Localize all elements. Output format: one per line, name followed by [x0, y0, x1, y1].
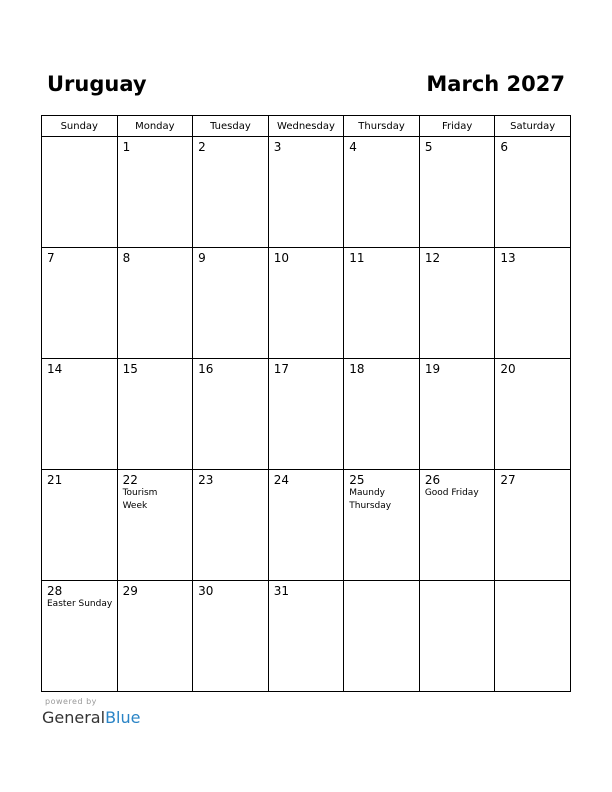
day-cell: [268, 137, 344, 248]
day-number: 13: [500, 251, 516, 265]
day-cell: [495, 470, 571, 581]
day-cell: [117, 581, 193, 692]
day-cell: [344, 248, 420, 359]
day-cell: [42, 581, 118, 692]
day-number: 18: [349, 362, 365, 376]
day-cell: [344, 137, 420, 248]
day-number: 12: [424, 251, 441, 265]
weekday-header: Saturday: [495, 116, 571, 137]
day-cell: [193, 137, 269, 248]
brand-blue-text: Blue: [105, 708, 141, 727]
month-year-title: March 2027: [426, 72, 565, 96]
weekday-header: Thursday: [344, 116, 420, 137]
day-number: [344, 581, 419, 584]
day-cell: [42, 137, 118, 248]
day-number: 21: [47, 473, 63, 487]
day-cell: [419, 581, 495, 692]
day-number: 15: [122, 362, 138, 376]
powered-by-text: powered by: [45, 697, 97, 706]
day-number: 14: [47, 362, 63, 376]
day-number: 9: [198, 251, 206, 265]
day-number: 27: [500, 473, 516, 487]
day-cell: [268, 248, 344, 359]
day-number: 2: [198, 140, 206, 154]
day-cell: [117, 248, 193, 359]
day-number: 19: [424, 362, 441, 376]
day-number: 6: [500, 140, 509, 154]
day-cell: [193, 359, 269, 470]
day-number: 16: [198, 362, 214, 376]
day-cell: [419, 137, 495, 248]
weekday-header: Friday: [419, 116, 495, 137]
day-cell: [117, 470, 193, 581]
day-cell: [344, 359, 420, 470]
day-number: 25: [349, 473, 365, 487]
day-cell: [193, 581, 269, 692]
weekday-header-row: [42, 116, 571, 137]
day-number: 26: [424, 473, 441, 487]
calendar-grid: [41, 115, 571, 692]
day-number: [420, 581, 495, 584]
day-cell: [193, 470, 269, 581]
day-number: 23: [198, 473, 214, 487]
day-cell: [42, 470, 118, 581]
generalblue-logo[interactable]: [42, 708, 140, 728]
country-title: Uruguay: [47, 72, 147, 96]
week-row: [42, 359, 571, 470]
day-number: 22: [122, 473, 138, 487]
day-cell: [495, 581, 571, 692]
day-number: 29: [122, 584, 138, 598]
day-number: 24: [273, 473, 289, 487]
day-cell: [268, 470, 344, 581]
day-number: 1: [122, 140, 131, 154]
day-cell: [495, 359, 571, 470]
day-cell: [42, 359, 118, 470]
day-number: 10: [273, 251, 289, 265]
day-cell: [495, 248, 571, 359]
day-number: 30: [198, 584, 214, 598]
day-number: 20: [500, 362, 516, 376]
weekday-header: Wednesday: [268, 116, 344, 137]
holiday-label: Maundy Thursday: [349, 488, 392, 511]
holiday-label: Good Friday: [424, 488, 479, 498]
day-cell: [117, 359, 193, 470]
day-number: 28: [47, 584, 63, 598]
day-cell: [419, 248, 495, 359]
day-number: 31: [273, 584, 289, 598]
weekday-header: Tuesday: [193, 116, 269, 137]
day-number: 17: [273, 362, 289, 376]
day-cell: [344, 581, 420, 692]
day-number: 7: [47, 251, 55, 265]
day-number: 3: [273, 140, 282, 154]
weekday-header: Sunday: [42, 116, 118, 137]
day-number: [495, 581, 570, 584]
day-number: [42, 137, 117, 140]
week-row: [42, 470, 571, 581]
day-cell: [117, 137, 193, 248]
footer-branding: [42, 697, 140, 728]
day-cell: [495, 137, 571, 248]
day-number: 11: [349, 251, 365, 265]
day-number: 8: [122, 251, 131, 265]
holiday-label: Tourism Week: [122, 488, 158, 511]
day-cell: [344, 470, 420, 581]
day-cell: [42, 248, 118, 359]
day-cell: [193, 248, 269, 359]
day-number: 4: [349, 140, 357, 154]
weekday-header: Monday: [117, 116, 193, 137]
holiday-label: Easter Sunday: [47, 599, 113, 609]
day-cell: [268, 581, 344, 692]
brand-general-text: General: [42, 708, 106, 727]
day-cell: [419, 470, 495, 581]
week-row: [42, 581, 571, 692]
week-row: [42, 137, 571, 248]
day-cell: [419, 359, 495, 470]
week-row: [42, 248, 571, 359]
day-cell: [268, 359, 344, 470]
day-number: 5: [424, 140, 433, 154]
